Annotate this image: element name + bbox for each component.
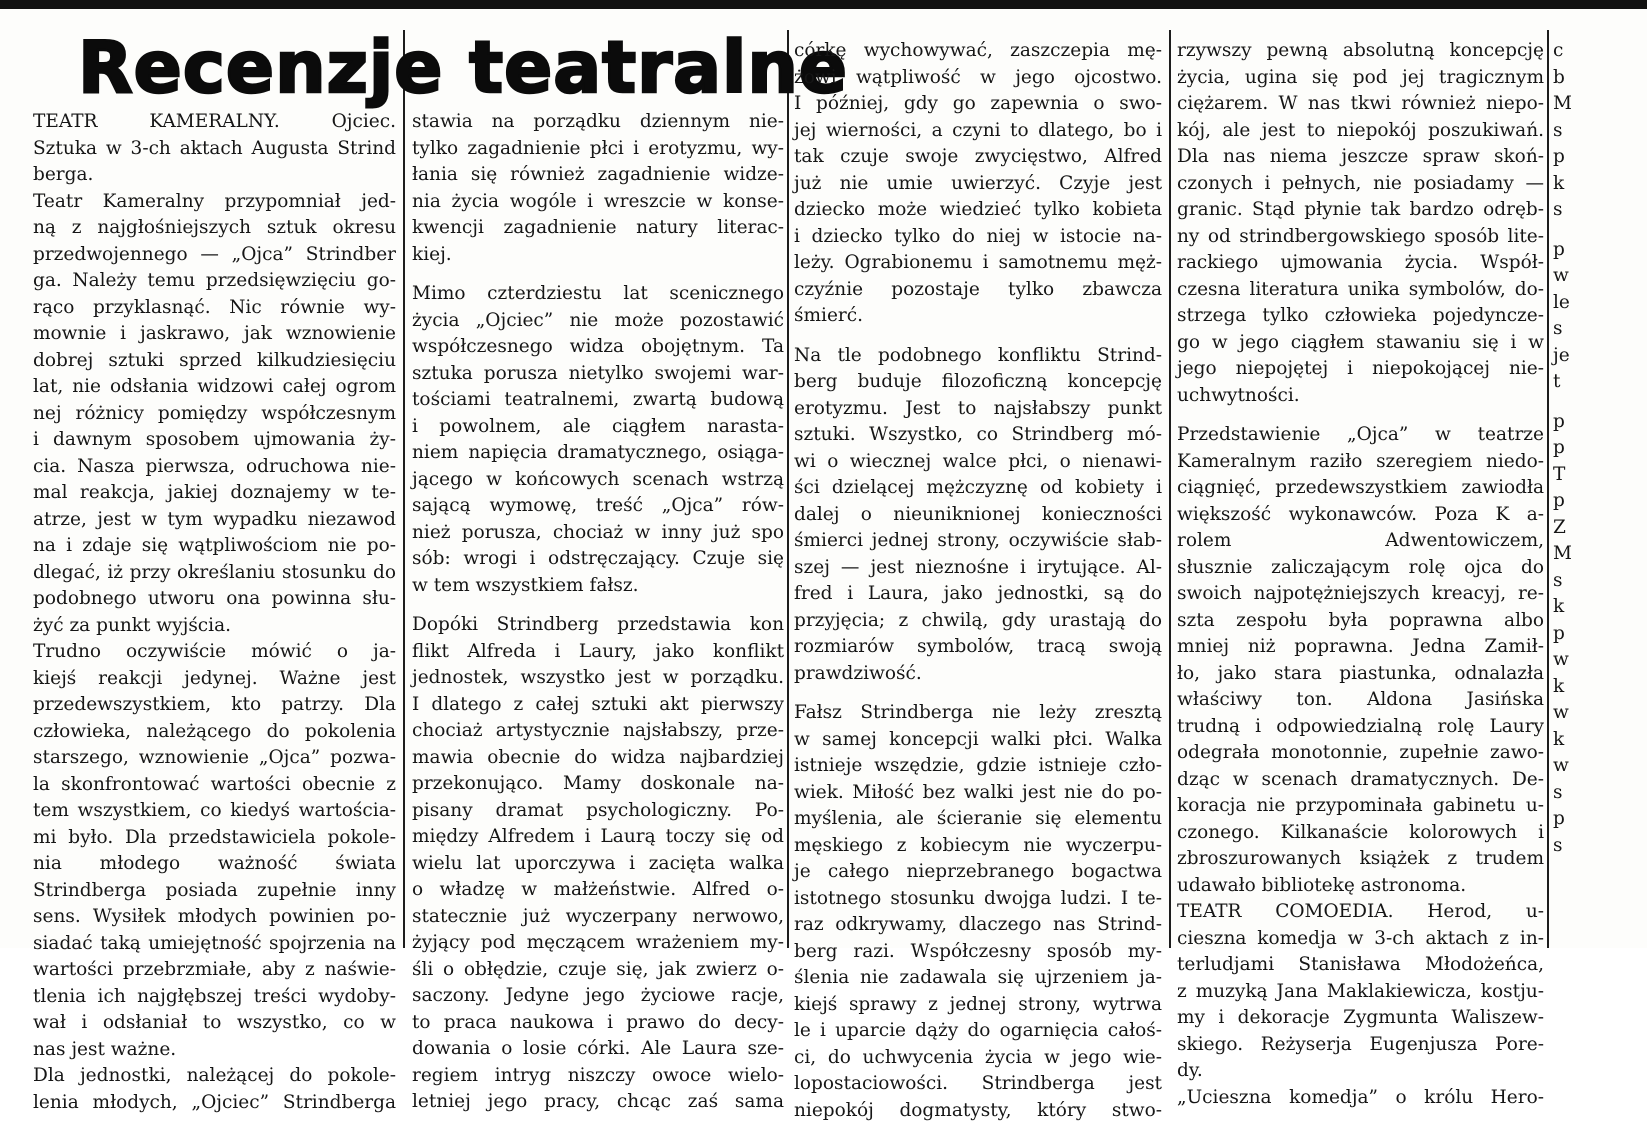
text-line: Fałsz Strindberga nie leży zresztą: [794, 700, 1162, 727]
text-line: la skonfrontować wartości obecnie z: [33, 772, 396, 799]
text-line: strzega tylko człowieka pojedyncze-: [1177, 303, 1544, 330]
text-line: sztuki. Wszystko, co Strindberg mó-: [794, 422, 1162, 449]
text-line: „Ucieszna komedja” o królu Hero-: [1177, 1085, 1544, 1112]
text-line: rackiego ujmowania życia. Współ-: [1177, 250, 1544, 277]
text-line: go w jego ciągłem stawaniu się i w: [1177, 330, 1544, 357]
column-rule-3: [1169, 30, 1171, 948]
text-line: dlegać, iż przy określaniu stosunku do: [33, 560, 396, 587]
text-line: rolem Adwentowiczem,: [1177, 528, 1544, 555]
text-line: raz odkrywamy, dlaczego nas Strind-: [794, 912, 1162, 939]
text-line: je całego nieprzebranego bogactwa: [794, 859, 1162, 886]
text-line: ciągnięć, przedewszystkiem zawiodła: [1177, 475, 1544, 502]
text-line: cia. Nasza pierwsza, odruchowa nie-: [33, 454, 396, 481]
text-line: ciesznа komedja w 3-ch aktach z in-: [1177, 926, 1544, 953]
text-line: człowieka, należącego do pokolenia: [33, 719, 396, 746]
text-line: mniej niż poprawna. Jedna Zamił-: [1177, 634, 1544, 661]
text-line: k: [1553, 594, 1647, 621]
text-line: czyźnie pozostaje tylko zbawcza: [794, 277, 1162, 304]
text-line: je: [1553, 343, 1647, 370]
text-line: TEATR KAMERALNY. Ojciec.: [33, 109, 396, 136]
text-line: c: [1553, 38, 1647, 65]
text-line: żyjący pod męczącem wrażeniem my-: [412, 930, 784, 957]
text-line: regiem intryg niszczy owoce wielo-: [412, 1063, 784, 1090]
text-line: sztuka porusza nietylko swojemi war-: [412, 361, 784, 388]
text-line: zbroszurowanych książek z trudem: [1177, 846, 1544, 873]
text-line: k: [1553, 727, 1647, 754]
text-line: s: [1553, 118, 1647, 145]
text-line: mownie i jaskrawo, jak wznowienie: [33, 321, 396, 348]
text-line: dobrej sztuki sprzed kilkudziesięciu: [33, 348, 396, 375]
text-line: nej różnicy pomiędzy współczesnym: [33, 401, 396, 428]
column-rule-4: [1547, 30, 1549, 948]
text-line: fred i Laura, jako jednostki, są do: [794, 581, 1162, 608]
article-headline: Recenzje teatralne: [78, 26, 798, 110]
text-line: nia młodego ważność świata: [33, 851, 396, 878]
text-line: t: [1553, 369, 1647, 396]
text-line: koracja nie przypominała gabinetu u-: [1177, 793, 1544, 820]
text-line: w tem wszystkiem fałsz.: [412, 573, 784, 600]
text-line: berg buduje filozoficzną koncepcję: [794, 369, 1162, 396]
text-line: sającą wymowę, treść „Ojca” rów-: [412, 493, 784, 520]
text-line: kiej.: [412, 242, 784, 269]
text-line: i powolnem, ale ciągłem narasta-: [412, 414, 784, 441]
text-line: s: [1553, 780, 1647, 807]
top-rule: [0, 0, 1647, 9]
text-line: b: [1553, 65, 1647, 92]
text-line: tak czuje swoje zwycięstwo, Alfred: [794, 144, 1162, 171]
text-line: tościami teatralnemi, zwartą budową: [412, 387, 784, 414]
text-line: na i zdaje się wątpliwościom nie po-: [33, 533, 396, 560]
article-column-1: [33, 109, 396, 948]
text-line: współczesnego widza obojętnym. Ta: [412, 334, 784, 361]
text-line: Mimo czterdziestu lat scenicznego: [412, 281, 784, 308]
text-line: ga. Należy temu przedsięwzięciu go-: [33, 268, 396, 295]
text-line: p: [1553, 488, 1647, 515]
text-line: wartości przebrzmiałe, aby z naświe-: [33, 957, 396, 984]
text-line: mawia obecnie do widza najbardziej: [412, 745, 784, 772]
text-line: I później, gdy go zapewnia o swo-: [794, 91, 1162, 118]
text-line: kój, ale jest to niepokój poszukiwań.: [1177, 118, 1544, 145]
text-line: mi było. Dla przedstawiciela pokole-: [33, 825, 396, 852]
text-line: i dziecko tylko do niej w istocie na-: [794, 224, 1162, 251]
text-line: przyjęcia; z chwilą, gdy urastają do: [794, 608, 1162, 635]
text-line: Trudno oczywiście mówić o ja-: [33, 639, 396, 666]
article-column-4: [1177, 38, 1544, 948]
text-line: s: [1553, 833, 1647, 860]
text-line: jącego w końcowych scenach wstrzą: [412, 467, 784, 494]
text-line: s: [1553, 568, 1647, 595]
text-line: Dla nas niema jeszcze spraw skoń-: [1177, 144, 1544, 171]
text-line: trudną i odpowiedzialną rolę Laury: [1177, 714, 1544, 741]
text-line: Dla jednostki, należącej do pokole-: [33, 1063, 396, 1090]
text-line: dy.: [1177, 1058, 1544, 1085]
text-line: stawia na porządku dziennym nie-: [412, 109, 784, 136]
text-line: starszego, wznowienie „Ojca” pozwa-: [33, 745, 396, 772]
text-line: ciężarem. W nas tkwi również niepo-: [1177, 91, 1544, 118]
text-line: lopostaciowości. Strindberga jest: [794, 1071, 1162, 1098]
text-line: dząc w scenach dramatycznych. De-: [1177, 767, 1544, 794]
text-line: nia życia wogóle i wreszcie w konse-: [412, 189, 784, 216]
text-line: lenia młodych, „Ojciec” Strindberga: [33, 1090, 396, 1117]
text-line: leży. Ograbionemu i samotnemu męż-: [794, 250, 1162, 277]
text-line: wiek. Miłość bez walki jest nie do po-: [794, 780, 1162, 807]
text-line: p: [1553, 435, 1647, 462]
text-line: p: [1553, 806, 1647, 833]
text-line: słusznie zaliczającym rolę ojca do: [1177, 555, 1544, 582]
paragraph-gap: [794, 330, 1162, 343]
text-line: sens. Wysiłek młodych powinien po-: [33, 904, 396, 931]
text-line: kwencji zagadnienie natury literac-: [412, 215, 784, 242]
text-line: z muzyką Jana Maklakiewicza, kostju-: [1177, 979, 1544, 1006]
text-line: w: [1553, 647, 1647, 674]
text-line: dziecko może wiedzieć tylko kobieta: [794, 197, 1162, 224]
text-line: o władzę w małżeństwie. Alfred o-: [412, 877, 784, 904]
text-line: Teatr Kameralny przypomniał jed-: [33, 189, 396, 216]
text-line: terludjami Stanisława Młodożeńca,: [1177, 952, 1544, 979]
text-line: kiejś reakcji jedynej. Ważne jest: [33, 666, 396, 693]
column-rule-2: [787, 30, 789, 948]
text-line: pisany dramat psychologiczny. Po-: [412, 798, 784, 825]
text-line: żyć za punkt wyjścia.: [33, 613, 396, 640]
text-line: między Alfredem i Laurą toczy się od: [412, 824, 784, 851]
text-line: tlenia ich najgłębszej treści wydoby-: [33, 984, 396, 1011]
text-line: my i dekoracje Zygmunta Waliszew-: [1177, 1005, 1544, 1032]
text-line: męskiego z kobiecym nie wyczerpu-: [794, 833, 1162, 860]
text-line: rzywszy pewną absolutną koncepcję: [1177, 38, 1544, 65]
text-line: przedewszystkiem, kto patrzy. Dla: [33, 692, 396, 719]
paragraph-gap: [794, 687, 1162, 700]
text-line: p: [1553, 409, 1647, 436]
text-line: letniej jego pracy, chcąc zaś sama: [412, 1089, 784, 1116]
text-line: berga.: [33, 162, 396, 189]
text-line: wielu lat uporczywa i zacięta walka: [412, 851, 784, 878]
text-line: lat, nie odsłania widzowi całej ogrom: [33, 374, 396, 401]
text-line: tem wszystkiem, co kiedyś wartościa-: [33, 798, 396, 825]
text-line: TEATR COMOEDIA. Herod, u-: [1177, 899, 1544, 926]
text-line: le: [1553, 290, 1647, 317]
text-line: nież porusza, chociaż w inny już spo: [412, 520, 784, 547]
text-line: szej — jest nieznośne i irytujące. Al-: [794, 555, 1162, 582]
text-line: w samej koncepcji walki płci. Walka: [794, 727, 1162, 754]
text-line: śli o obłędzie, czuje się, jak zwierz o-: [412, 957, 784, 984]
text-line: sób: wrogi i odstręczający. Czuje się: [412, 546, 784, 573]
paragraph-gap: [1553, 396, 1647, 409]
text-line: ło, jako stara piastunka, odnalazła: [1177, 661, 1544, 688]
text-line: przekonująco. Mamy doskonale na-: [412, 771, 784, 798]
text-line: statecznie już wyczerpany nerwowo,: [412, 904, 784, 931]
text-line: Dopóki Strindberg przedstawia kon: [412, 612, 784, 639]
text-line: erotyzmu. Jest to najsłabszy punkt: [794, 396, 1162, 423]
text-line: przedwojennego — „Ojca” Strindber: [33, 242, 396, 269]
paragraph-gap: [412, 268, 784, 281]
text-line: czesna literatura unika symbolów, do-: [1177, 277, 1544, 304]
text-line: większość wykonawców. Poza K a-: [1177, 502, 1544, 529]
text-line: nas jest ważne.: [33, 1037, 396, 1064]
text-line: siadać taką umiejętność spojrzenia na: [33, 931, 396, 958]
text-line: niepokój dogmatysty, który stwo-: [794, 1098, 1162, 1124]
text-line: wał i odsłaniał to wszystko, co w: [33, 1010, 396, 1037]
text-line: flikt Alfreda i Laury, jako konflikt: [412, 639, 784, 666]
text-line: Z: [1553, 515, 1647, 542]
text-line: rąco przyklasnąć. Nic równie wy-: [33, 295, 396, 322]
text-line: swoich najpotężniejszych kreacyj, re-: [1177, 581, 1544, 608]
text-line: prawdziwość.: [794, 661, 1162, 688]
text-line: życia „Ojciec” nie może pozostawić: [412, 308, 784, 335]
text-line: le i uparcie dąży do ogarnięcia całoś-: [794, 1018, 1162, 1045]
text-line: szta zespołu była poprawna albo: [1177, 608, 1544, 635]
text-line: w: [1553, 753, 1647, 780]
text-line: już nie umie uwierzyć. Czyje jest: [794, 171, 1162, 198]
text-line: p: [1553, 621, 1647, 648]
text-line: berg razi. Współczesny sposób my-: [794, 939, 1162, 966]
text-line: wi o wiecznej walce płci, o nienawi-: [794, 449, 1162, 476]
text-line: mal reakcja, jakiej doznajemy w te-: [33, 480, 396, 507]
text-line: to praca naukowa i prawo do decy-: [412, 1010, 784, 1037]
text-line: i dawnym sposobem ujmowania ży-: [33, 427, 396, 454]
text-line: skiego. Reżyserja Eugenjusza Pore-: [1177, 1032, 1544, 1059]
text-line: czonego. Kilkanaście kolorowych i: [1177, 820, 1544, 847]
text-line: dalej o nieuniknionej konieczności: [794, 502, 1162, 529]
text-line: granic. Stąd płynie tak bardzo odręb-: [1177, 197, 1544, 224]
text-line: jego niepojętej i niepokojącej nie-: [1177, 356, 1544, 383]
text-line: saczony. Jedyne jego życiowe racje,: [412, 983, 784, 1010]
text-line: istotnego stosunku dwojga ludzi. I te-: [794, 886, 1162, 913]
text-line: Przedstawienie „Ojca” w teatrze: [1177, 422, 1544, 449]
text-line: chociaż artystycznie najsłabszy, prze-: [412, 718, 784, 745]
text-line: ści dzielącej mężczyznę od kobiety i: [794, 475, 1162, 502]
text-line: atrze, jest w tym wypadku niezawod: [33, 507, 396, 534]
text-line: jej wierności, a czyni to dlatego, bo i: [794, 118, 1162, 145]
text-line: żowi wątpliwość w jego ojcostwo.: [794, 65, 1162, 92]
text-line: Kameralnym raziło szeregiem niedo-: [1177, 449, 1544, 476]
column-rule-1: [403, 30, 405, 948]
text-line: dowania o losie córki. Ale Laura sze-: [412, 1036, 784, 1063]
text-line: niem napięcia dramatycznego, osiąga-: [412, 440, 784, 467]
text-line: życia, ugina się pod jej tragicznym: [1177, 65, 1544, 92]
text-line: p: [1553, 144, 1647, 171]
text-line: śmierć.: [794, 303, 1162, 330]
text-line: jednostek, wszystko jest w porządku.: [412, 665, 784, 692]
text-line: w: [1553, 263, 1647, 290]
text-line: I dlatego z całej sztuki akt pierwszy: [412, 692, 784, 719]
text-line: istnieje wszędzie, gdzie istnieje czło-: [794, 753, 1162, 780]
text-line: T: [1553, 462, 1647, 489]
text-line: ny od strindbergowskiego sposób lite-: [1177, 224, 1544, 251]
text-line: córkę wychowywać, zaszczepia mę-: [794, 38, 1162, 65]
text-line: k: [1553, 171, 1647, 198]
text-line: p: [1553, 237, 1647, 264]
text-line: kiejś sprawy z jednej strony, wytrwa: [794, 992, 1162, 1019]
text-line: s: [1553, 197, 1647, 224]
text-line: Na tle podobnego konfliktu Strind-: [794, 343, 1162, 370]
text-line: w: [1553, 700, 1647, 727]
paragraph-gap: [1553, 224, 1647, 237]
text-line: M: [1553, 91, 1647, 118]
text-line: właściwy ton. Aldona Jasińska: [1177, 687, 1544, 714]
text-line: ci, do uchwycenia życia w jego wie-: [794, 1045, 1162, 1072]
text-line: ną z najgłośniejszych sztuk okresu: [33, 215, 396, 242]
text-line: czonych i pełnych, nie posiadamy —: [1177, 171, 1544, 198]
text-line: ślenia nie zadawala się ujrzeniem ja-: [794, 965, 1162, 992]
article-column-2: [412, 109, 784, 948]
text-line: s: [1553, 316, 1647, 343]
text-line: odegrała monotonnie, zupełnie zawo-: [1177, 740, 1544, 767]
text-line: k: [1553, 674, 1647, 701]
text-line: tylko zagadnienie płci i erotyzmu, wy-: [412, 136, 784, 163]
paragraph-gap: [412, 599, 784, 612]
text-line: Strindberga posiada zupełnie inny: [33, 878, 396, 905]
text-line: Sztuka w 3-ch aktach Augusta Strind: [33, 136, 396, 163]
text-line: podobnego utworu ona powinna słu-: [33, 586, 396, 613]
text-line: udawało bibliotekę astronoma.: [1177, 873, 1544, 900]
text-line: M: [1553, 541, 1647, 568]
text-line: myślenia, ale ścieranie się elementu: [794, 806, 1162, 833]
text-line: rozmiarów symbolów, tracą swoją: [794, 634, 1162, 661]
paragraph-gap: [1177, 409, 1544, 422]
text-line: łania się również zagadnienie widze-: [412, 162, 784, 189]
article-column-3: [794, 38, 1162, 948]
article-column-5-clipped: [1553, 38, 1647, 948]
text-line: śmierci jednej strony, oczywiście słab-: [794, 528, 1162, 555]
text-line: uchwytności.: [1177, 383, 1544, 410]
